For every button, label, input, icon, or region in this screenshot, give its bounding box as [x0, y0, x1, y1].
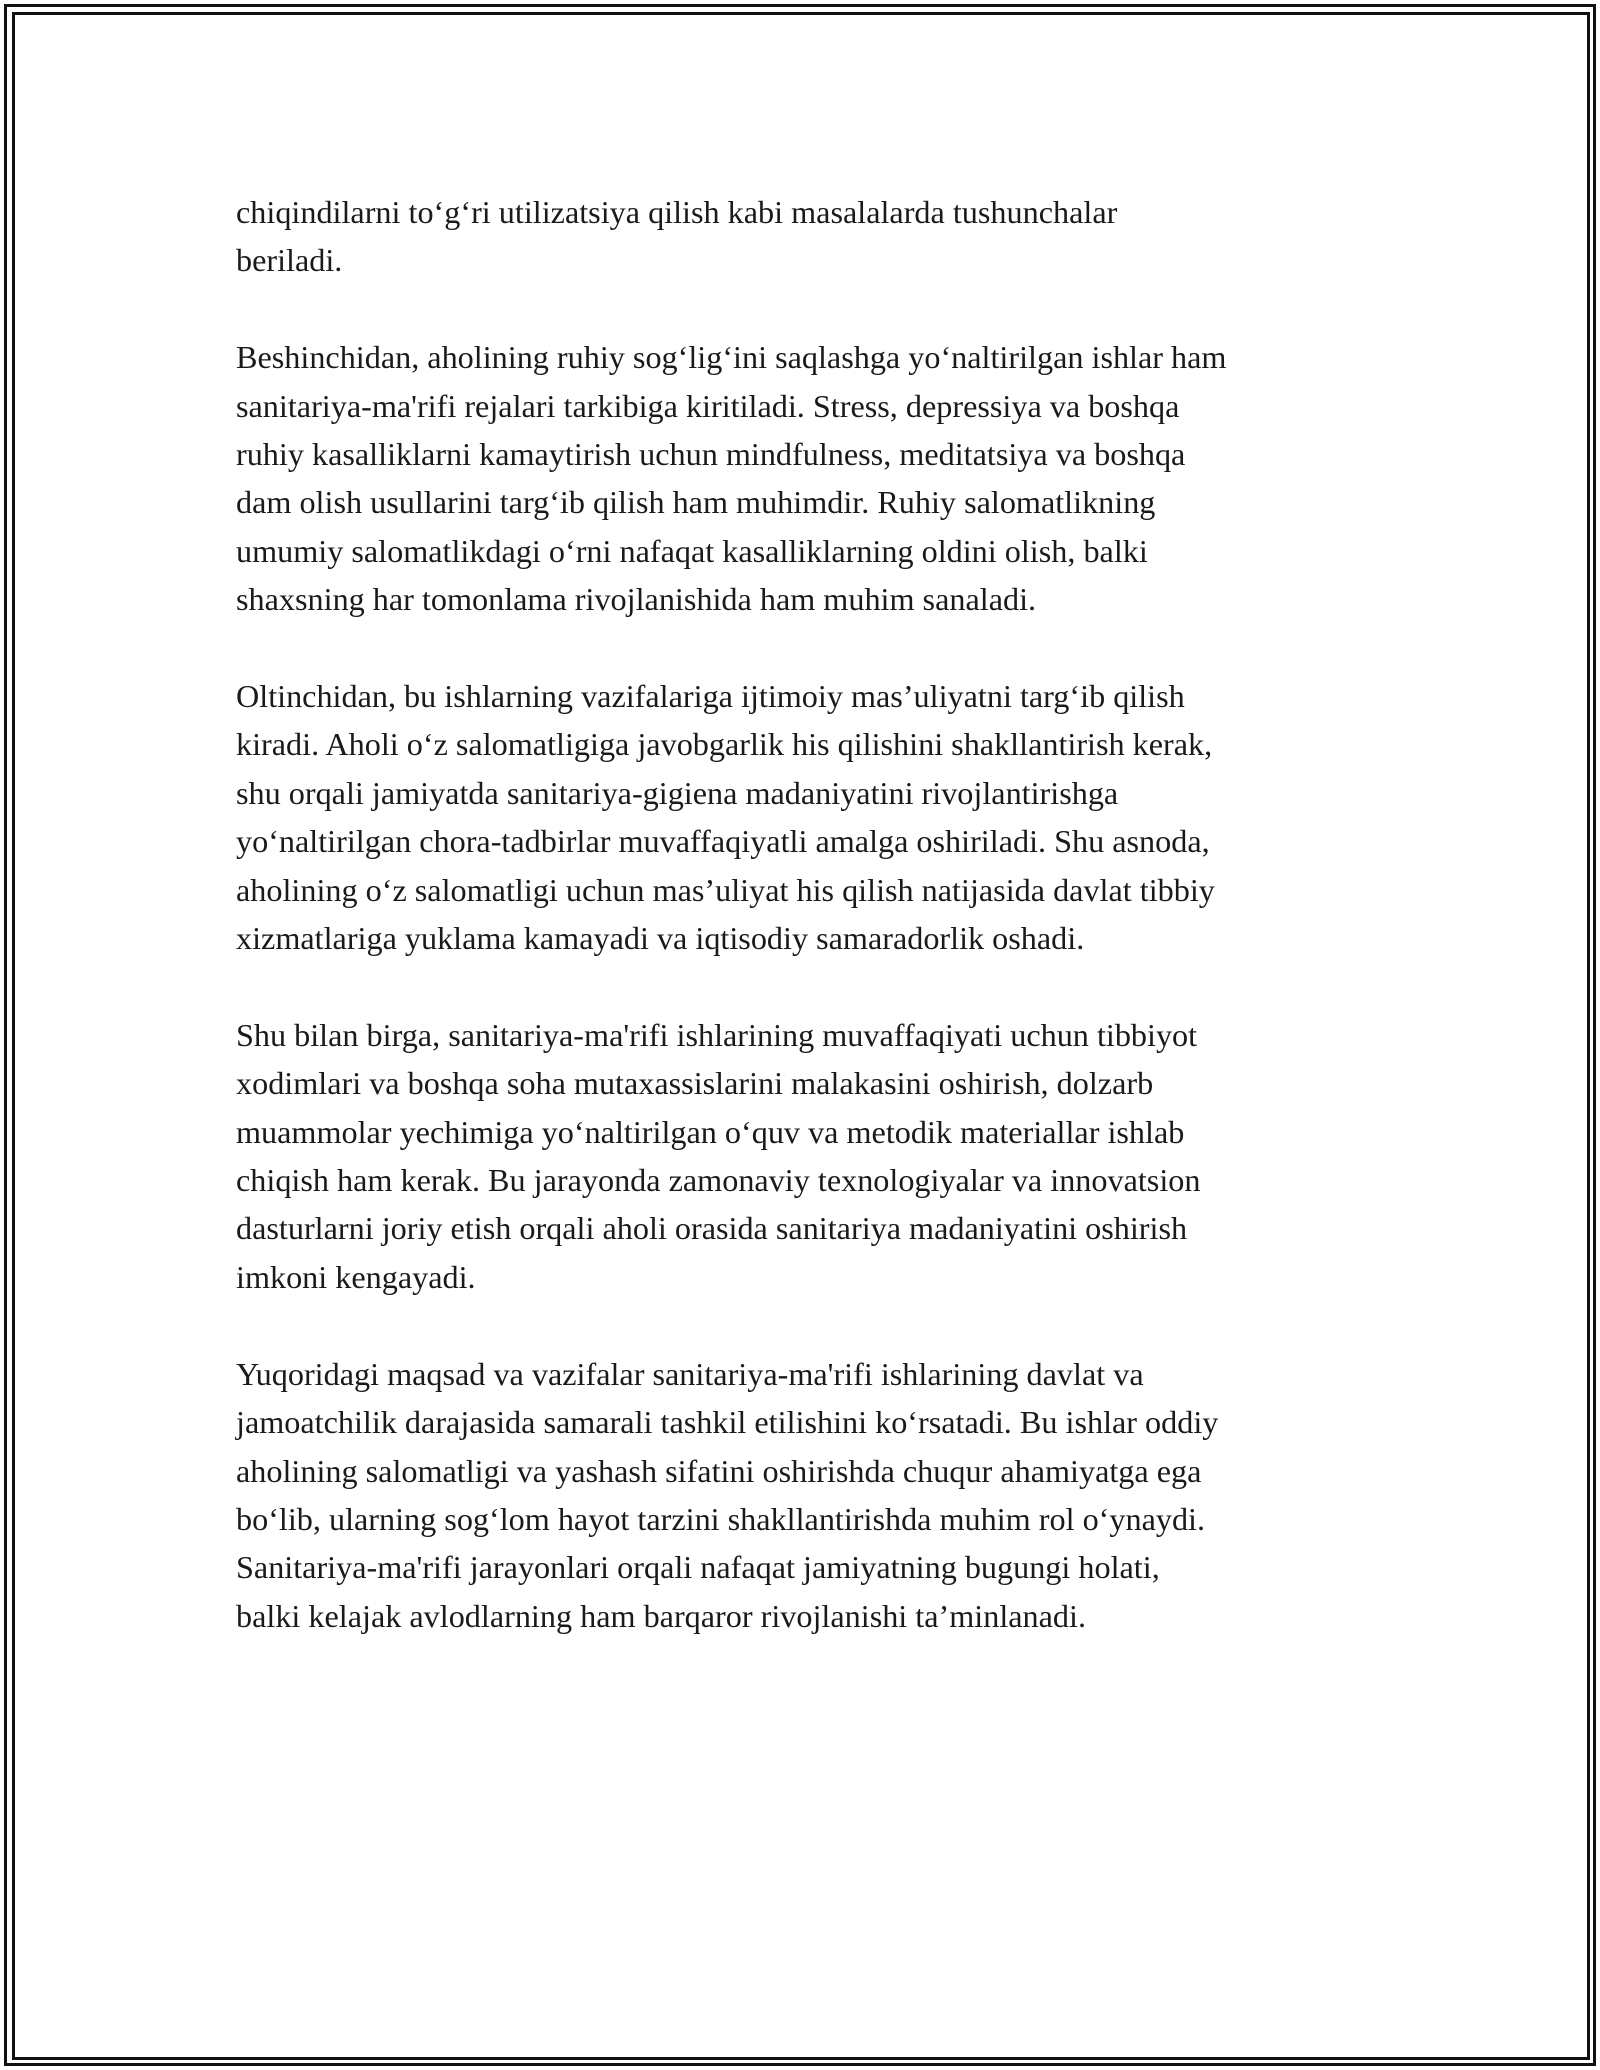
paragraph-5 — [236, 1350, 1376, 1640]
text-line: bo‘lib, ularning sog‘lom hayot tarzini shakllantirishda muhim rol o‘ynaydi. — [236, 1500, 1206, 1537]
paragraph-2 — [236, 333, 1376, 623]
text-line: dam olish usullarini targ‘ib qilish ham muhimdir. Ruhiy salomatlikning — [236, 484, 1156, 521]
paragraph-3 — [236, 672, 1376, 962]
text-line: Beshinchidan, aholining ruhiy sog‘lig‘ini saqlashga yo‘naltirilgan ishlar ham — [236, 339, 1227, 376]
text-line: chiqindilarni to‘g‘ri utilizatsiya qilish kabi masalalarda tushunchalar — [236, 194, 1118, 230]
text-line: yo‘naltirilgan chora-tadbirlar muvaffaqiyatli amalga oshiriladi. Shu asnoda, — [236, 823, 1210, 860]
text-line: chiqish ham kerak. Bu jarayonda zamonaviy texnologiyalar va innovatsion — [236, 1162, 1201, 1199]
text-line: shaxsning har tomonlama rivojlanishida ham muhim sanaladi. — [236, 581, 1037, 618]
text-line: xodimlari va boshqa soha mutaxassislarini malakasini oshirish, dolzarb — [236, 1065, 1154, 1102]
text-line: aholining salomatligi va yashash sifatini oshirishda chuqur ahamiyatga ega — [236, 1452, 1202, 1489]
text-line: balki kelajak avlodlarning ham barqaror rivojlanishi ta’minlanadi. — [236, 1597, 1087, 1634]
text-line: sanitariya-ma'rifi rejalari tarkibiga kiritiladi. Stress, depressiya va boshqa — [236, 387, 1180, 424]
paragraph-4 — [236, 1011, 1376, 1301]
text-line: jamoatchilik darajasida samarali tashkil etilishini ko‘rsatadi. Bu ishlar oddiy — [236, 1404, 1219, 1441]
document-body — [236, 188, 1376, 1689]
text-line: aholining o‘z salomatligi uchun mas’uliyat his qilish natijasida davlat tibbiy — [236, 871, 1215, 908]
text-line: muammolar yechimiga yo‘naltirilgan o‘quv va metodik materiallar ishlab — [236, 1113, 1185, 1150]
text-line: imkoni kengayadi. — [236, 1258, 476, 1295]
text-line: Oltinchidan, bu ishlarning vazifalariga ijtimoiy mas’uliyatni targ‘ib qilish — [236, 678, 1185, 715]
text-line: Yuqoridagi maqsad va vazifalar sanitariya-ma'rifi ishlarining davlat va — [236, 1355, 1144, 1392]
text-line: kiradi. Aholi o‘z salomatligiga javobgarlik his qilishini shakllantirish kerak, — [236, 726, 1213, 763]
text-line: Sanitariya-ma'rifi jarayonlari orqali nafaqat jamiyatning bugungi holati, — [236, 1549, 1160, 1586]
text-line: dasturlarni joriy etish orqali aholi orasida sanitariya madaniyatini oshirish — [236, 1210, 1188, 1247]
text-line: xizmatlariga yuklama kamayadi va iqtisodiy samaradorlik oshadi. — [236, 920, 1085, 957]
text-line: umumiy salomatlikdagi o‘rni nafaqat kasalliklarning oldini olish, balki — [236, 532, 1148, 569]
text-line: beriladi. — [236, 242, 343, 279]
text-line: Shu bilan birga, sanitariya-ma'rifi ishlarining muvaffaqiyati uchun tibbiyot — [236, 1016, 1198, 1053]
text-line: ruhiy kasalliklarni kamaytirish uchun mindfulness, meditatsiya va boshqa — [236, 436, 1186, 473]
text-line: shu orqali jamiyatda sanitariya-gigiena madaniyatini rivojlantirishga — [236, 774, 1119, 811]
paragraph-1 — [236, 188, 1376, 285]
